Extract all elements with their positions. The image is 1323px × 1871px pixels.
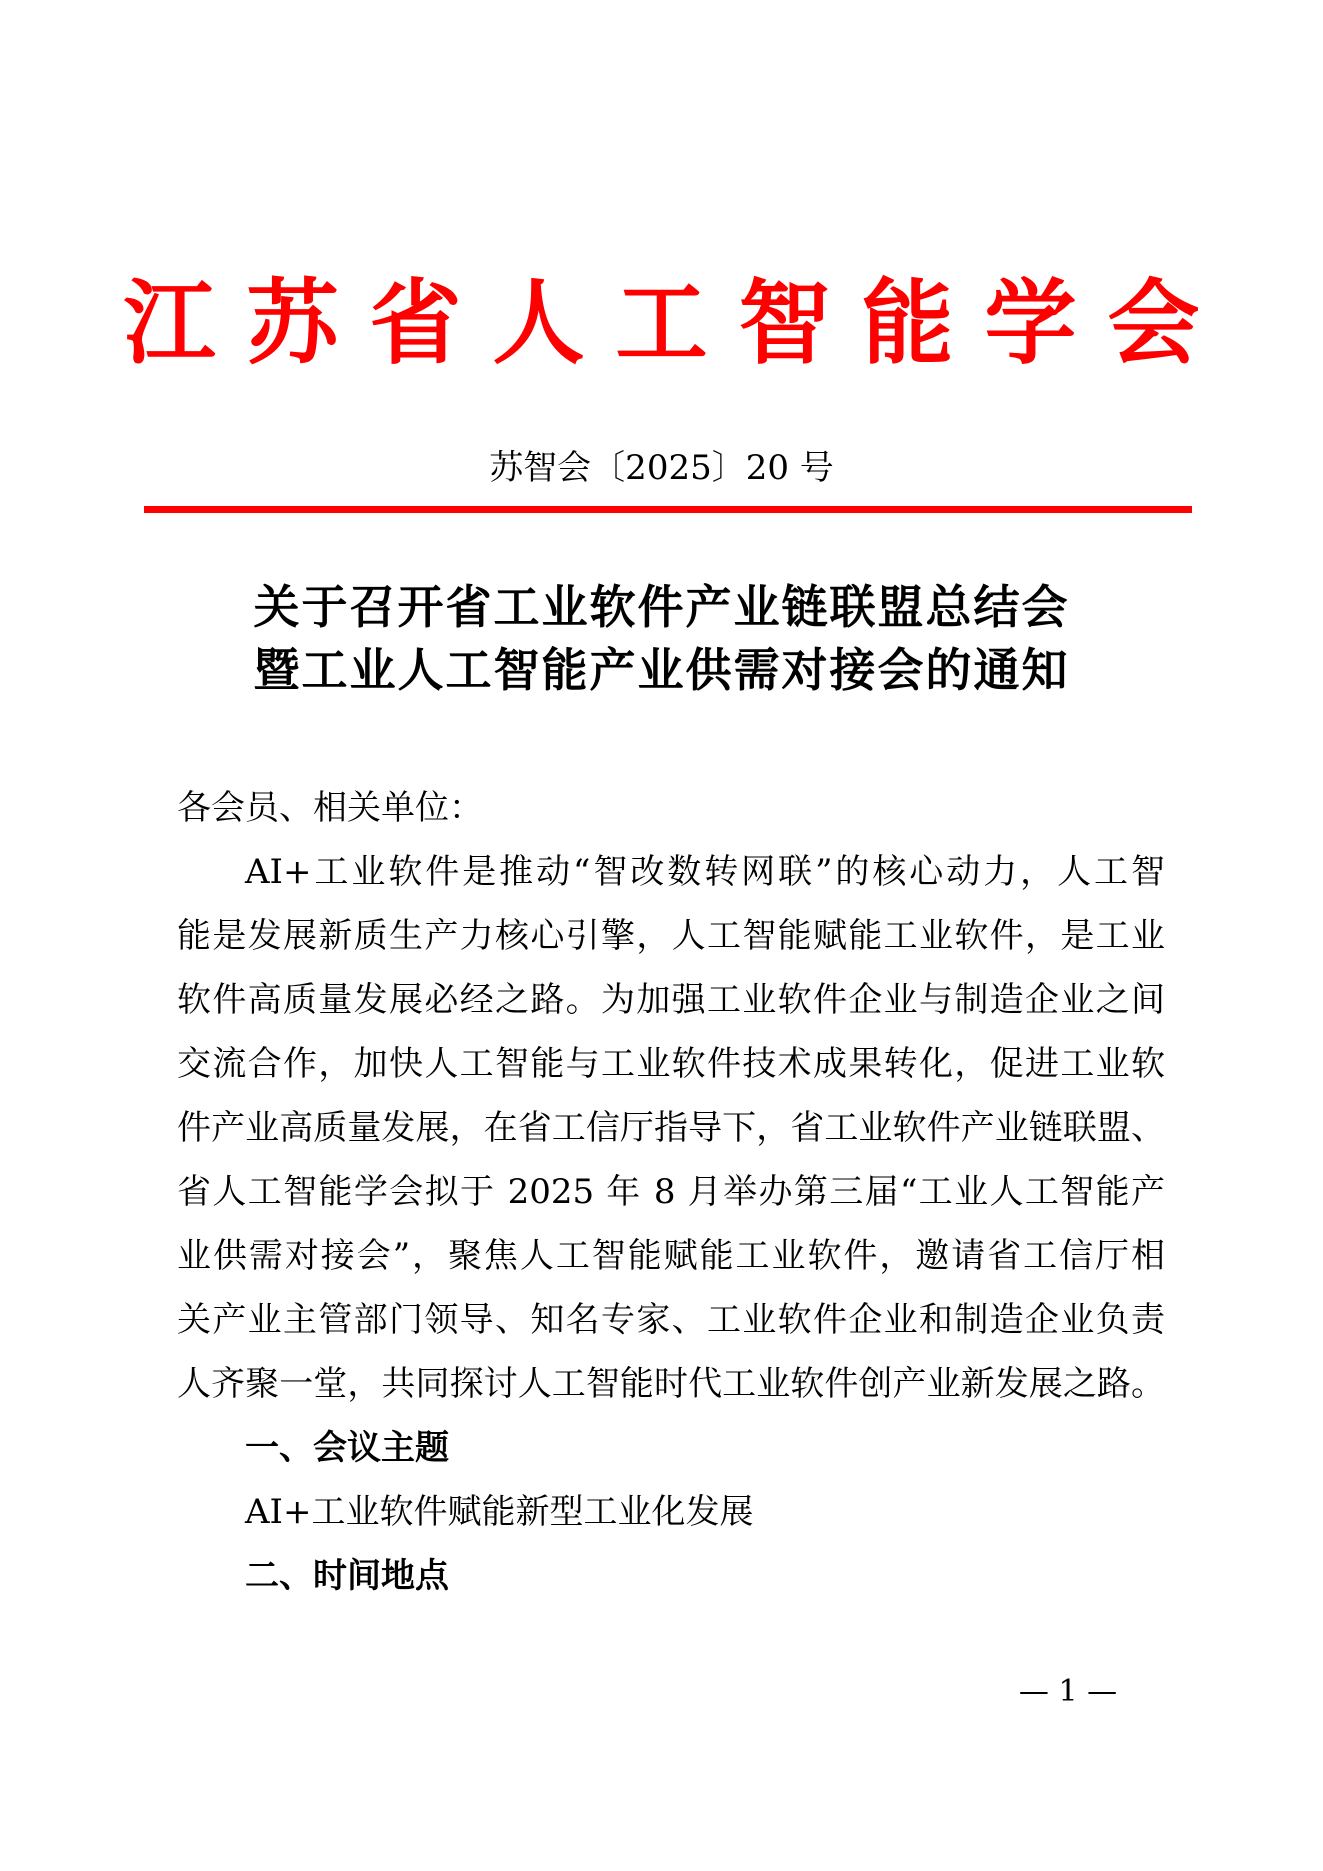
red-divider-rule bbox=[144, 506, 1192, 513]
body-line: 人齐聚一堂，共同探讨人工智能时代工业软件创产业新发展之路。 bbox=[177, 1364, 1165, 1404]
page-number: — 1 — bbox=[1018, 1674, 1118, 1709]
notice-title-line-1: 关于召开省工业软件产业链联盟总结会 bbox=[253, 580, 1070, 634]
section-heading-meeting-theme: 一、会议主题 bbox=[245, 1428, 449, 1468]
body-line: 能是发展新质生产力核心引擎，人工智能赋能工业软件，是工业 bbox=[177, 916, 1165, 956]
body-line: AI+工业软件是推动“智改数转网联”的核心动力，人工智 bbox=[245, 852, 1165, 892]
section-heading-time-place: 二、时间地点 bbox=[245, 1556, 449, 1596]
section-content-meeting-theme: AI+工业软件赋能新型工业化发展 bbox=[245, 1492, 754, 1532]
body-line: 软件高质量发展必经之路。为加强工业软件企业与制造企业之间 bbox=[177, 980, 1165, 1020]
body-line: 关产业主管部门领导、知名专家、工业软件企业和制造企业负责 bbox=[177, 1300, 1165, 1340]
body-line: 业供需对接会”，聚焦人工智能赋能工业软件，邀请省工信厅相 bbox=[177, 1236, 1165, 1276]
body-line: 交流合作，加快人工智能与工业软件技术成果转化，促进工业软 bbox=[177, 1044, 1165, 1084]
body-line: 省人工智能学会拟于 2025 年 8 月举办第三届“工业人工智能产 bbox=[177, 1172, 1165, 1212]
salutation-line: 各会员、相关单位： bbox=[177, 788, 483, 828]
body-line: 件产业高质量发展，在省工信厅指导下，省工业软件产业链联盟、 bbox=[177, 1108, 1165, 1148]
notice-title bbox=[0, 576, 1323, 702]
document-number: 苏智会〔2025〕20 号 bbox=[489, 448, 834, 488]
notice-title-line-2: 暨工业人工智能产业供需对接会的通知 bbox=[253, 643, 1070, 697]
notice-body bbox=[177, 776, 1165, 1608]
masthead-title: 江苏省人工智能学会 bbox=[123, 269, 1231, 377]
